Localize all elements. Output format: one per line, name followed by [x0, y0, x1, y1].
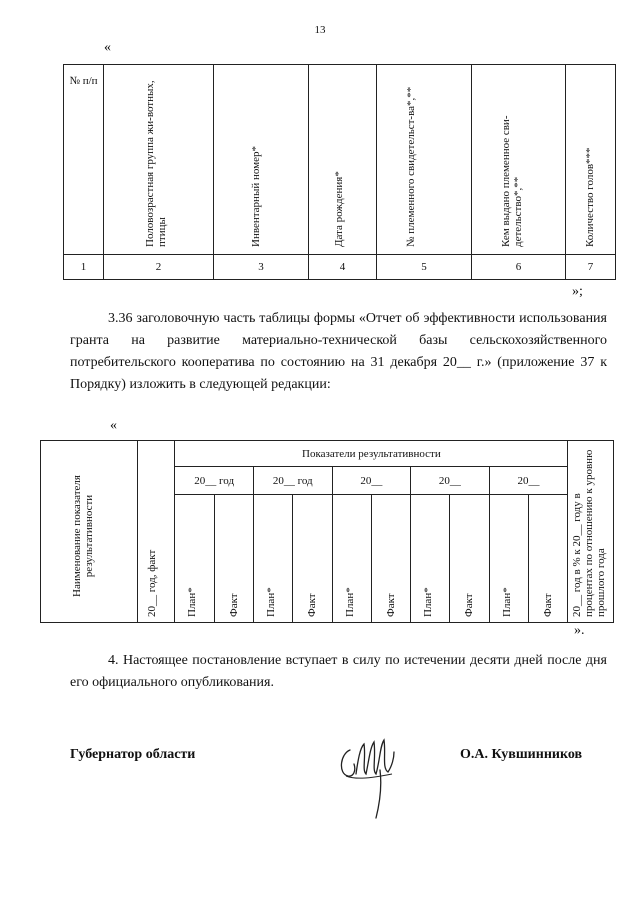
col-number-5: 5	[377, 255, 472, 280]
header-year-5: 20__	[489, 467, 568, 495]
header-fact-3: Факт	[371, 495, 410, 623]
page-number: 13	[314, 24, 326, 36]
header-indicators-group: Показатели результативности	[175, 441, 568, 467]
header-year-3: 20__	[332, 467, 411, 495]
paragraph-effective: 4. Настоящее постановление вступает в силу по истечении десяти дней после дня его официального опубликования.	[70, 653, 607, 690]
header-percent: 20__ год в % к 20__ году в процентах по отношению к уровню прошлого года	[568, 441, 614, 623]
performance-table	[40, 440, 614, 623]
paragraph-amendment: 3.36 заголовочную часть таблицы формы «Отчет об эффективности использования гранта на развитие материально-технической базы сельскохозяйственного потребительского кооператива по состоянию на 31 декабря 20__ г.» (приложение 37 к Порядку) изложить в следующей редакции:	[70, 311, 607, 392]
header-inventory: Инвентарный номер*	[214, 65, 309, 255]
header-plan-4: План*	[411, 495, 450, 623]
header-plan-3: План*	[332, 495, 371, 623]
header-fact-4: Факт	[450, 495, 489, 623]
handwritten-signature	[336, 730, 402, 822]
col-number-7: 7	[566, 255, 616, 280]
header-year-2: 20__ год	[253, 467, 332, 495]
table1-closing: »;	[572, 284, 583, 299]
header-fact-2: Факт	[293, 495, 332, 623]
signature-title: Губернатор области	[70, 747, 196, 762]
header-birthdate: Дата рождения*	[309, 65, 377, 255]
col-number-1: 1	[64, 255, 104, 280]
table2-closing: ».	[574, 623, 585, 638]
header-count: Количество голов***	[566, 65, 616, 255]
header-issuer: Кем выдано племенное сви-детельство*,**	[472, 65, 566, 255]
col-number-2: 2	[104, 255, 214, 280]
col-number-3: 3	[214, 255, 309, 280]
header-plan-5: План*	[489, 495, 528, 623]
header-year-fact: 20__ год, факт	[138, 441, 175, 623]
header-year-1: 20__ год	[175, 467, 254, 495]
header-plan-1: План*	[175, 495, 214, 623]
livestock-table	[63, 64, 616, 280]
header-fact-1: Факт	[214, 495, 253, 623]
header-plan-2: План*	[253, 495, 292, 623]
header-group: Половозрастная группа жи-вотных, птицы	[104, 65, 214, 255]
header-year-4: 20__	[411, 467, 490, 495]
signature-name: О.А. Кувшинников	[460, 747, 583, 762]
header-number: № п/п	[64, 65, 104, 255]
header-fact-5: Факт	[528, 495, 567, 623]
header-certificate: № племенного свидетельст-ва*,**	[377, 65, 472, 255]
quote-open-1: «	[104, 40, 111, 55]
quote-open-2: «	[110, 418, 117, 433]
header-indicator-name: Наименование показателя результативности	[41, 441, 138, 623]
col-number-4: 4	[309, 255, 377, 280]
col-number-6: 6	[472, 255, 566, 280]
